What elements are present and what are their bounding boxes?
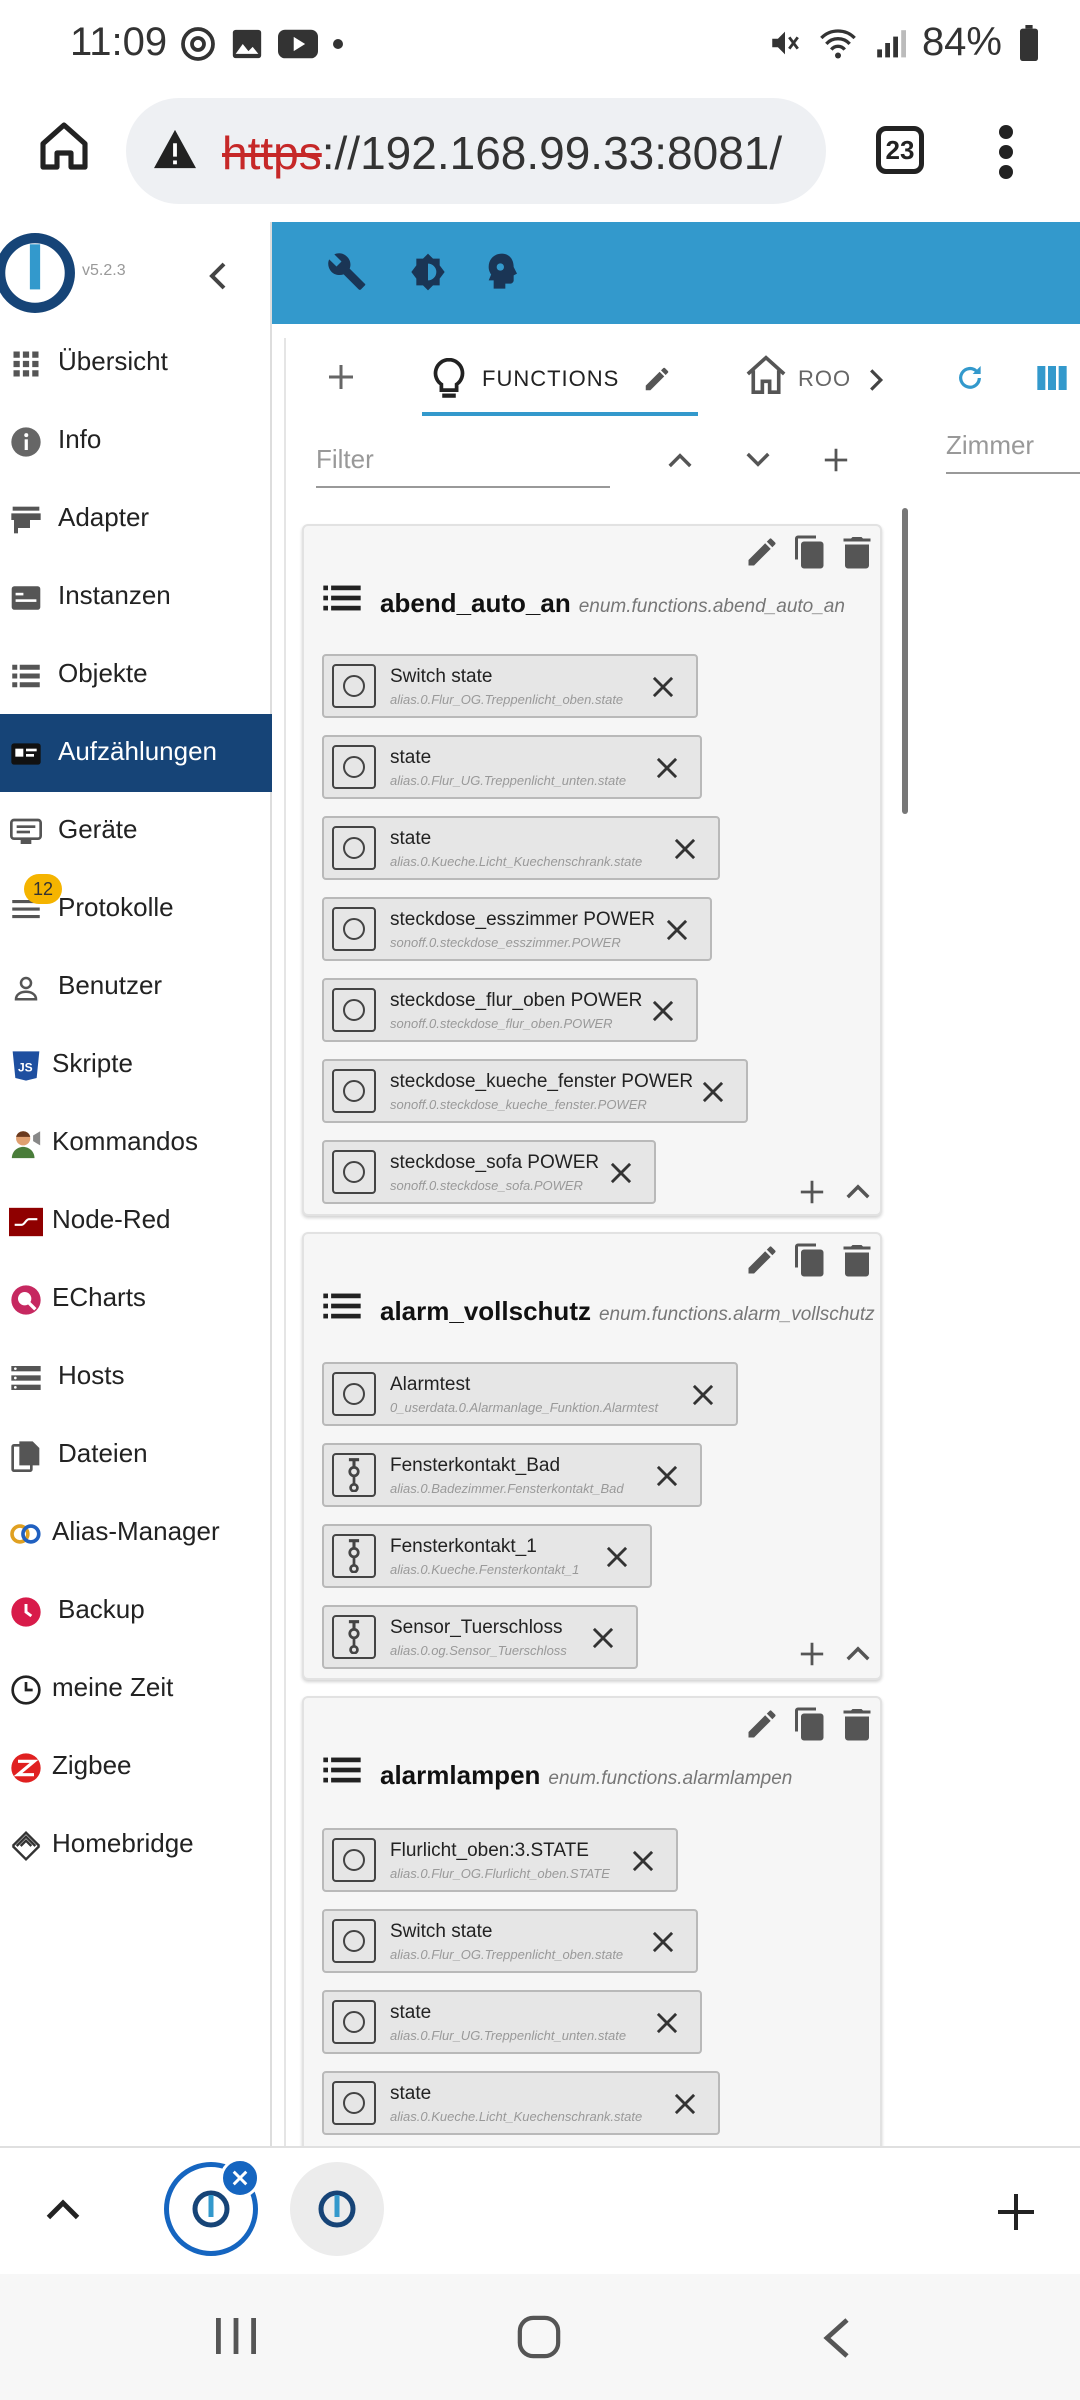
tab-rooms-label: ROO — [798, 366, 852, 391]
enum-id: enum.functions.abend_auto_an — [578, 596, 845, 617]
delete-icon[interactable] — [840, 1242, 874, 1278]
sidebar-item-label: Alias-Manager — [52, 1516, 220, 1546]
sidebar-item-echarts[interactable] — [0, 1260, 272, 1338]
list-icon — [322, 1756, 362, 1784]
member-name: steckdose_kueche_fenster POWER — [390, 1071, 694, 1092]
member-name: Switch state — [390, 1921, 493, 1942]
enum-member-chip[interactable] — [322, 816, 720, 880]
close-icon[interactable] — [672, 836, 698, 862]
close-icon[interactable] — [654, 755, 680, 781]
sidebar-item-label: Homebridge — [52, 1828, 194, 1858]
home-icon[interactable] — [36, 118, 92, 174]
member-path: alias.0.og.Sensor_Tuerschloss — [390, 1643, 567, 1658]
add-member-icon[interactable] — [798, 1640, 826, 1668]
contact-sensor-icon — [332, 1615, 376, 1659]
member-name: Alarmtest — [390, 1374, 471, 1395]
sidebar-item-objekte[interactable] — [0, 636, 272, 714]
sidebar-item-label: Protokolle — [58, 892, 174, 922]
address-bar[interactable] — [126, 98, 826, 204]
close-icon[interactable] — [608, 1160, 634, 1186]
enum-member-chip[interactable] — [322, 1605, 638, 1669]
sidebar-item-instanzen[interactable] — [0, 558, 272, 636]
enum-member-chip[interactable] — [322, 1990, 702, 2054]
log-count-badge: 12 — [24, 874, 62, 904]
user-icon — [8, 970, 44, 1006]
close-icon[interactable] — [590, 1625, 616, 1651]
close-icon — [231, 2169, 249, 2187]
enum-tabs — [272, 324, 1080, 424]
collapse-icon[interactable] — [846, 1178, 870, 1206]
sidebar-item-aufzaehlungen[interactable] — [0, 714, 272, 792]
state-circle-icon — [332, 1150, 376, 1194]
close-icon[interactable] — [630, 1848, 656, 1874]
clock-icon — [8, 1672, 44, 1708]
files-icon — [8, 1438, 44, 1474]
status-time: 11:09 — [70, 20, 168, 64]
sidebar-item-label: Instanzen — [58, 580, 171, 610]
member-name: Fensterkontakt_1 — [390, 1536, 537, 1557]
member-path: alias.0.Flur_UG.Treppenlicht_unten.state — [390, 773, 627, 788]
member-name: Sensor_Tuerschloss — [390, 1617, 563, 1638]
sidebar-item-kommandos[interactable] — [0, 1104, 272, 1182]
filter-input[interactable]: Filter — [316, 444, 610, 488]
state-circle-icon — [332, 2081, 376, 2125]
node-red-icon — [8, 1204, 44, 1240]
edit-icon[interactable] — [642, 364, 672, 394]
zigbee-icon — [8, 1750, 44, 1786]
member-path: alias.0.Flur_OG.Treppenlicht_oben.state — [390, 1947, 624, 1962]
home-button-icon[interactable] — [516, 2314, 562, 2360]
list-icon — [322, 1292, 362, 1320]
enum-member-chip[interactable] — [322, 1828, 678, 1892]
member-name: steckdose_sofa POWER — [390, 1152, 600, 1173]
sidebar-item-node-red[interactable] — [0, 1182, 272, 1260]
expert-mode-icon[interactable] — [484, 252, 520, 292]
member-name: state — [390, 2002, 432, 2023]
browser-toolbar — [0, 90, 1080, 222]
battery-icon — [1018, 25, 1040, 61]
member-path: alias.0.Kueche.Licht_Kuechenschrank.state — [390, 2109, 643, 2124]
enum-member-chip[interactable] — [322, 897, 712, 961]
instances-icon — [8, 580, 44, 616]
mute-icon — [768, 26, 802, 60]
member-path: sonoff.0.steckdose_kueche_fenster.POWER — [390, 1097, 647, 1112]
back-icon[interactable] — [822, 2316, 852, 2360]
member-path: sonoff.0.steckdose_flur_oben.POWER — [390, 1016, 613, 1031]
add-member-icon[interactable] — [798, 1178, 826, 1206]
close-icon[interactable] — [654, 2010, 680, 2036]
enum-card-title-row — [322, 1292, 875, 1327]
active-tab-indicator — [422, 412, 698, 416]
sidebar-item-label: Hosts — [58, 1360, 125, 1390]
member-path: alias.0.Flur_OG.Flurlicht_oben.STATE — [390, 1866, 610, 1881]
copy-icon[interactable] — [792, 1242, 828, 1278]
enum-member-chip[interactable] — [322, 978, 698, 1042]
sidebar-item-benutzer[interactable] — [0, 948, 272, 1026]
state-circle-icon — [332, 907, 376, 951]
state-circle-icon — [332, 664, 376, 708]
sidebar-item-adapter[interactable] — [0, 480, 272, 558]
image-icon — [230, 27, 264, 61]
chevron-right-icon[interactable] — [868, 368, 884, 392]
enum-card — [302, 524, 882, 1216]
member-path: alias.0.Flur_OG.Treppenlicht_oben.state — [390, 692, 624, 707]
state-circle-icon — [332, 1919, 376, 1963]
browser-tab-strip — [0, 2146, 1080, 2274]
chevron-down-icon[interactable] — [746, 452, 770, 468]
enum-icon — [8, 736, 44, 772]
chevron-up-icon[interactable] — [668, 452, 692, 468]
enum-card — [302, 1232, 882, 1680]
grid-icon — [8, 346, 44, 382]
lightbulb-icon — [432, 358, 466, 402]
iobroker-logo-icon — [0, 232, 76, 314]
sidebar-item-label: Benutzer — [58, 970, 163, 1000]
enum-card — [302, 1696, 882, 2166]
sidebar-item-geraete[interactable] — [0, 792, 272, 870]
member-name: steckdose_esszimmer POWER — [390, 909, 656, 930]
member-path: alias.0.Badezimmer.Fensterkontakt_Bad — [390, 1481, 624, 1496]
sidebar-header — [0, 222, 272, 324]
js-icon — [8, 1048, 44, 1084]
at-sign-icon — [180, 26, 216, 62]
sidebar-item-label: Adapter — [58, 502, 150, 532]
sidebar-item-label: Objekte — [58, 658, 148, 688]
list-icon — [322, 584, 362, 612]
url-text[interactable]: https://192.168.99.33:8081/ — [222, 127, 783, 179]
hosts-icon — [8, 1360, 44, 1396]
close-icon[interactable] — [654, 1463, 680, 1489]
sidebar-item-homebridge[interactable] — [0, 1806, 272, 1884]
state-circle-icon — [332, 1372, 376, 1416]
close-icon[interactable] — [604, 1544, 630, 1570]
warning-icon[interactable] — [152, 128, 198, 170]
close-icon[interactable] — [664, 917, 690, 943]
alias-icon — [8, 1516, 44, 1552]
enum-member-chip[interactable] — [322, 2071, 720, 2135]
add-category-icon[interactable] — [326, 362, 356, 392]
backup-icon — [8, 1594, 44, 1630]
sidebar-item-label: Dateien — [58, 1438, 148, 1468]
member-path: alias.0.Kueche.Fensterkontakt_1 — [390, 1562, 580, 1577]
sidebar-item-label: Zigbee — [52, 1750, 132, 1780]
list-icon — [8, 658, 44, 694]
member-path: 0_userdata.0.Alarmanlage_Funktion.Alarmtest — [390, 1400, 659, 1415]
member-name: Switch state — [390, 666, 493, 687]
state-circle-icon — [332, 1069, 376, 1113]
enum-member-chip[interactable] — [322, 1443, 702, 1507]
enum-id: enum.functions.alarm_vollschutz — [598, 1304, 875, 1325]
browser-tab[interactable] — [290, 2162, 384, 2256]
edit-icon[interactable] — [744, 1242, 780, 1278]
store-icon — [8, 502, 44, 538]
sidebar-item-alias-manager[interactable] — [0, 1494, 272, 1572]
status-bar — [0, 0, 1080, 90]
devices-icon — [8, 814, 44, 850]
info-icon — [8, 424, 44, 460]
tab-switcher-button[interactable]: 23 — [876, 126, 924, 174]
wrench-icon[interactable] — [328, 252, 368, 292]
close-icon[interactable] — [650, 998, 676, 1024]
add-icon[interactable] — [822, 446, 850, 474]
state-circle-icon — [332, 745, 376, 789]
enum-id: enum.functions.alarmlampen — [548, 1768, 793, 1789]
member-name: steckdose_flur_oben POWER — [390, 990, 643, 1011]
youtube-icon — [278, 29, 318, 59]
enum-card-title-row — [322, 1756, 792, 1791]
edit-icon[interactable] — [744, 534, 780, 570]
dot-icon — [332, 38, 344, 50]
tab-functions[interactable] — [432, 352, 668, 416]
sidebar-item-label: Kommandos — [52, 1126, 198, 1156]
rooms-filter-input[interactable]: Zimmer — [946, 430, 1080, 474]
enum-member-chip[interactable] — [322, 1362, 738, 1426]
battery-percent: 84% — [921, 20, 1002, 64]
enum-member-chip[interactable] — [322, 1909, 698, 1973]
refresh-icon[interactable] — [954, 362, 986, 394]
columns-icon[interactable] — [1036, 364, 1068, 392]
sidebar-item-protokolle[interactable] — [0, 870, 272, 948]
tab-functions-label: FUNCTIONS — [482, 366, 620, 391]
enum-title: alarmlampen — [380, 1760, 541, 1790]
enum-member-chip[interactable] — [322, 735, 702, 799]
sidebar-item-zigbee[interactable] — [0, 1728, 272, 1806]
chevron-left-icon[interactable] — [206, 262, 230, 290]
member-path: sonoff.0.steckdose_esszimmer.POWER — [390, 935, 621, 950]
sidebar-item-label: Aufzählungen — [58, 736, 218, 766]
system-nav-bar — [0, 2274, 1080, 2400]
contact-sensor-icon — [332, 1534, 376, 1578]
close-icon[interactable] — [650, 1929, 676, 1955]
recent-apps-icon[interactable] — [214, 2316, 258, 2356]
member-path: alias.0.Flur_UG.Treppenlicht_unten.state — [390, 2028, 627, 2043]
sidebar-item-skripte[interactable] — [0, 1026, 272, 1104]
homebridge-icon — [8, 1828, 44, 1864]
enum-member-chip[interactable] — [322, 654, 698, 718]
contact-sensor-icon — [332, 1453, 376, 1497]
member-name: state — [390, 828, 432, 849]
member-name: state — [390, 2083, 432, 2104]
new-tab-icon[interactable] — [996, 2192, 1036, 2232]
sidebar-item-label: Geräte — [58, 814, 138, 844]
state-circle-icon — [332, 1838, 376, 1882]
sidebar-item-label: Übersicht — [58, 346, 168, 376]
sidebar-item-hosts[interactable] — [0, 1338, 272, 1416]
close-tab-button[interactable] — [220, 2158, 260, 2198]
commands-icon — [8, 1126, 44, 1162]
more-vert-icon[interactable] — [994, 122, 1018, 182]
sidebar-item-label: Info — [58, 424, 102, 454]
sidebar-item-label: Backup — [58, 1594, 145, 1624]
collapse-icon[interactable] — [846, 1640, 870, 1668]
divider — [284, 338, 286, 2328]
sidebar-item-info[interactable] — [0, 402, 272, 480]
state-circle-icon — [332, 2000, 376, 2044]
sidebar-item-backup[interactable] — [0, 1572, 272, 1650]
sidebar-item-uebersicht[interactable] — [0, 324, 272, 402]
edit-icon[interactable] — [744, 1706, 780, 1742]
copy-icon[interactable] — [792, 534, 828, 570]
sidebar-item-label: meine Zeit — [52, 1672, 174, 1702]
brightness-icon[interactable] — [408, 252, 448, 292]
state-circle-icon — [332, 988, 376, 1032]
close-icon[interactable] — [672, 2091, 698, 2117]
close-icon[interactable] — [700, 1079, 726, 1105]
iobroker-tab-icon — [317, 2189, 357, 2229]
member-name: Fensterkontakt_Bad — [390, 1455, 561, 1476]
sidebar-item-dateien[interactable] — [0, 1416, 272, 1494]
sidebar — [0, 222, 272, 2146]
copy-icon[interactable] — [792, 1706, 828, 1742]
delete-icon[interactable] — [840, 1706, 874, 1742]
enum-member-chip[interactable] — [322, 1059, 748, 1123]
echarts-icon — [8, 1282, 44, 1318]
version-label: v5.2.3 — [82, 262, 126, 279]
chevron-up-icon[interactable] — [46, 2198, 80, 2220]
iobroker-tab-icon — [191, 2189, 231, 2229]
enum-title: abend_auto_an — [380, 588, 571, 618]
enum-title: alarm_vollschutz — [380, 1296, 591, 1326]
signal-icon — [874, 27, 906, 59]
state-circle-icon — [332, 826, 376, 870]
member-name: Flurlicht_oben:3.STATE — [390, 1840, 589, 1861]
close-icon[interactable] — [690, 1382, 716, 1408]
delete-icon[interactable] — [840, 534, 874, 570]
member-path: alias.0.Kueche.Licht_Kuechenschrank.state — [390, 854, 643, 869]
scrollbar[interactable] — [902, 508, 908, 814]
app-toolbar — [272, 222, 1080, 324]
enum-card-title-row — [322, 584, 845, 619]
member-name: state — [390, 747, 432, 768]
close-icon[interactable] — [650, 674, 676, 700]
enum-member-chip[interactable] — [322, 1140, 656, 1204]
member-path: sonoff.0.steckdose_sofa.POWER — [390, 1178, 583, 1193]
sidebar-item-label: Node-Red — [52, 1204, 171, 1234]
wifi-icon — [818, 26, 858, 60]
enum-member-chip[interactable] — [322, 1524, 652, 1588]
sidebar-item-meine-zeit[interactable] — [0, 1650, 272, 1728]
home-icon — [744, 354, 788, 394]
svg-text:JS: JS — [18, 1060, 33, 1075]
sidebar-item-label: ECharts — [52, 1282, 146, 1312]
sidebar-item-label: Skripte — [52, 1048, 133, 1078]
